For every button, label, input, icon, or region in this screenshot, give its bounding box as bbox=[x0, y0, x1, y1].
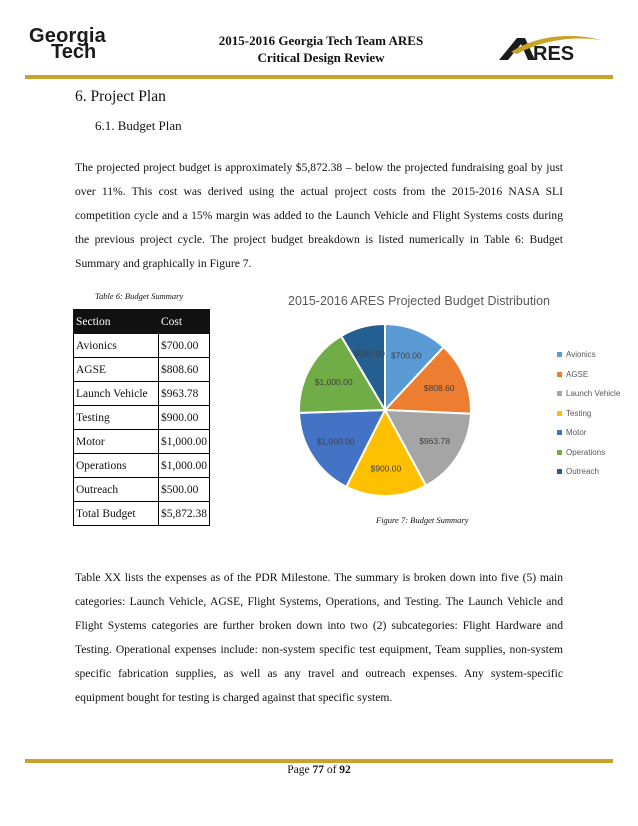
table-row bbox=[74, 478, 210, 502]
legend-label: Outreach bbox=[566, 467, 599, 477]
footer-prefix: Page bbox=[287, 764, 313, 776]
section-heading: 6. Project Plan bbox=[75, 88, 166, 105]
table-caption: Table 6: Budget Summary bbox=[95, 291, 184, 301]
legend-item bbox=[557, 462, 620, 482]
header-title bbox=[175, 32, 467, 66]
table-cell-cost: $1,000.00 bbox=[159, 430, 210, 454]
legend-item bbox=[557, 443, 620, 463]
table-cell-section: Total Budget bbox=[74, 502, 159, 526]
header-rule bbox=[25, 75, 613, 79]
table-cell-section: Testing bbox=[74, 406, 159, 430]
legend-swatch bbox=[557, 469, 562, 474]
pie-chart bbox=[290, 318, 480, 498]
table-cell-cost: $963.78 bbox=[159, 382, 210, 406]
pie-data-label: $500.00 bbox=[354, 348, 385, 359]
legend-swatch bbox=[557, 411, 562, 416]
table-cell-section: Outreach bbox=[74, 478, 159, 502]
legend-swatch bbox=[557, 372, 562, 377]
legend-label: Testing bbox=[566, 408, 592, 418]
legend-item bbox=[557, 404, 620, 424]
intro-paragraph: The projected project budget is approximately $5,872.38 – below the projected fundraising goal by just over 11%. This cost was derived using the actual project costs from the 2015-2016 NASA SLI competition cycle and a 15% margin was added to the Launch Vehicle and Flight Systems costs during the previous project cycle. The project budget breakdown is listed numerically in Table 6: Budget Summary and graphically in Figure 7. bbox=[75, 161, 563, 270]
table-row bbox=[74, 382, 210, 406]
header-title-line2: Critical Design Review bbox=[257, 50, 385, 65]
legend-swatch bbox=[557, 430, 562, 435]
table-cell-section: Motor bbox=[74, 430, 159, 454]
pie-data-label: $1,000.00 bbox=[316, 436, 355, 447]
legend-label: Avionics bbox=[566, 350, 596, 360]
legend-swatch bbox=[557, 450, 562, 455]
pie-data-label: $963.78 bbox=[419, 436, 450, 447]
pie-data-label: $900.00 bbox=[370, 463, 402, 474]
table-header-section: Section bbox=[74, 310, 159, 334]
table-cell-cost: $900.00 bbox=[159, 406, 210, 430]
subsection-heading: 6.1. Budget Plan bbox=[95, 118, 182, 133]
header-title-line1: 2015-2016 Georgia Tech Team ARES bbox=[218, 33, 424, 48]
chart-legend bbox=[557, 345, 620, 482]
footer-rule bbox=[25, 759, 613, 763]
legend-label: Launch Vehicle bbox=[566, 389, 621, 399]
legend-swatch bbox=[557, 352, 562, 357]
table-total-row bbox=[74, 502, 210, 526]
chart-title: 2015-2016 ARES Projected Budget Distribution bbox=[288, 294, 550, 308]
georgia-tech-logo: Georgia Tech bbox=[29, 25, 106, 63]
table-header-row bbox=[74, 310, 210, 334]
legend-label: Motor bbox=[566, 428, 587, 438]
legend-item bbox=[557, 365, 620, 385]
legend-swatch bbox=[557, 391, 562, 396]
footer-middle: of bbox=[323, 764, 340, 776]
table-row bbox=[74, 406, 210, 430]
legend-label: Operations bbox=[566, 447, 606, 457]
ares-logo bbox=[495, 30, 605, 64]
svg-text:RES: RES bbox=[533, 43, 575, 64]
pie-data-label: $808.60 bbox=[423, 382, 455, 393]
legend-item bbox=[557, 384, 620, 404]
table-cell-cost: $700.00 bbox=[159, 334, 210, 358]
table-cell-section: Avionics bbox=[74, 334, 159, 358]
budget-table bbox=[73, 309, 210, 526]
expenses-paragraph: Table XX lists the expenses as of the PDR Milestone. The summary is broken down into five (5) main categories: Launch Vehicle, AGSE, Flight Systems, Operations, and Testing. The Launch Vehicle and Flight Systems categories are further broken down into two (2) subcategories: Flight Hardware and Testing. Operational expenses include: non-system specific test equipment, Team supplies, non-system specific fabrication supplies, as well as any travel and outreach expenses. Any system-specific equipment bought for testing is charged against that specific system. bbox=[75, 571, 563, 704]
footer-page-number: 77 bbox=[312, 764, 324, 776]
legend-item bbox=[557, 423, 620, 443]
table-cell-section: AGSE bbox=[74, 358, 159, 382]
page-header bbox=[25, 24, 613, 74]
figure-caption: Figure 7: Budget Summary bbox=[376, 515, 469, 525]
table-cell-section: Operations bbox=[74, 454, 159, 478]
legend-label: AGSE bbox=[566, 369, 589, 379]
table-cell-section: Launch Vehicle bbox=[74, 382, 159, 406]
table-row bbox=[74, 430, 210, 454]
footer-page-total: 92 bbox=[339, 764, 351, 776]
table-row bbox=[74, 334, 210, 358]
pie-data-label: $700.00 bbox=[391, 350, 422, 361]
table-cell-cost: $808.60 bbox=[159, 358, 210, 382]
legend-item bbox=[557, 345, 620, 365]
table-header-cost: Cost bbox=[159, 310, 210, 334]
table-row bbox=[74, 358, 210, 382]
table-cell-cost: $5,872.38 bbox=[159, 502, 210, 526]
pie-data-label: $1,000.00 bbox=[314, 376, 353, 387]
table-row bbox=[74, 454, 210, 478]
table-cell-cost: $500.00 bbox=[159, 478, 210, 502]
page-footer bbox=[0, 764, 638, 776]
table-cell-cost: $1,000.00 bbox=[159, 454, 210, 478]
